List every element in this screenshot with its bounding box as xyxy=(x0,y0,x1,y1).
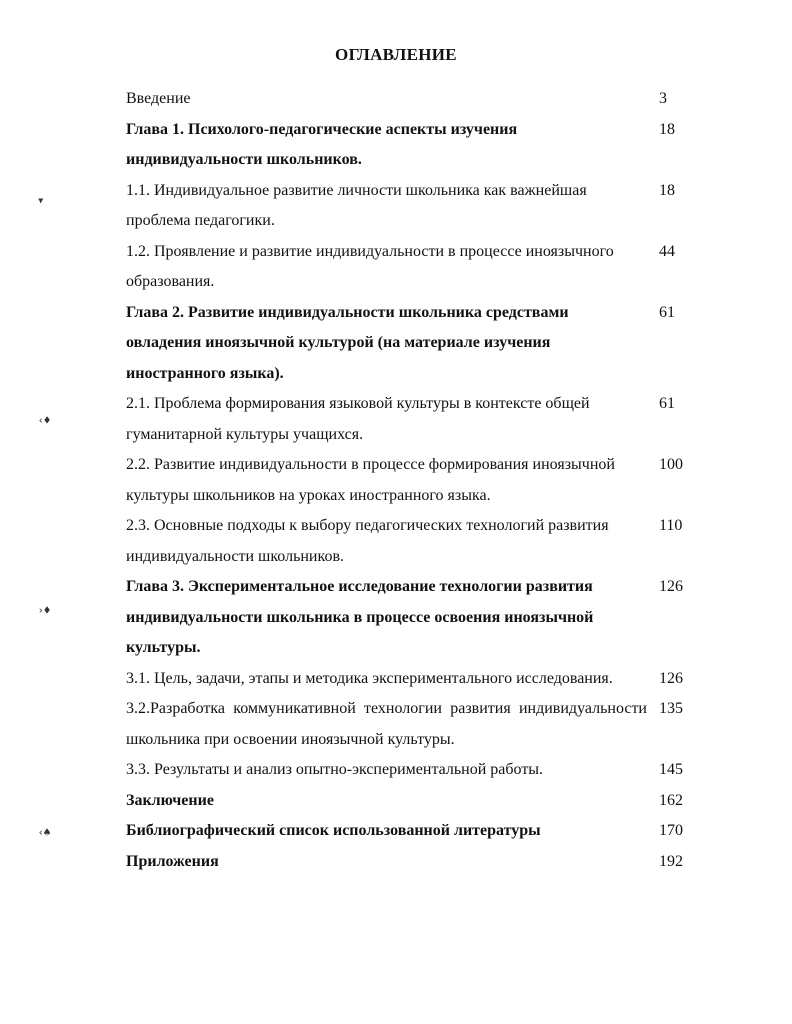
toc-entry-section-3-3 xyxy=(126,755,686,786)
toc-entry-page: 44 xyxy=(659,242,675,260)
scan-margin-mark: ‹♦ xyxy=(38,414,52,427)
toc-entry-text: 1.1. Индивидуальное развитие личности школьника как важнейшая проблема педагогики. xyxy=(126,181,587,229)
toc-entry-bibliography xyxy=(126,816,686,847)
toc-entry-text: Глава 3. Экспериментальное исследование технологии развития индивидуальности школьника в процессе освоения иноязычной культуры. xyxy=(126,578,594,656)
toc-entry-page: 18 xyxy=(659,120,675,138)
toc-entry-section-1-1 xyxy=(126,176,686,237)
toc-entry-appendices xyxy=(126,847,686,878)
toc-entry-section-2-3 xyxy=(126,511,686,572)
toc-entry-text: 2.2. Развитие индивидуальности в процессе формирования иноязычной культуры школьников на уроках иностранного языка. xyxy=(126,456,615,504)
toc-entry-chapter-3 xyxy=(126,572,686,664)
toc-entry-text: 3.1. Цель, задачи, этапы и методика экспериментального исследования. xyxy=(126,669,613,687)
toc-entry-page: 135 xyxy=(659,700,683,717)
toc-entry-page: 18 xyxy=(659,181,675,199)
toc-entry-conclusion xyxy=(126,786,686,817)
toc-entry-section-2-1 xyxy=(126,389,686,450)
toc-entry-text: 2.1. Проблема формирования языковой культуры в контексте общей гуманитарной культуры учащихся. xyxy=(126,395,590,443)
toc-entry-chapter-2 xyxy=(126,298,686,390)
scan-margin-mark: ›♦ xyxy=(38,604,52,617)
toc-entry-section-3-2 xyxy=(126,694,686,755)
toc-entry-text: 3.2.Разработка коммуникативной технологии развития индивидуальности школьника при освоении иноязычной культуры. xyxy=(126,700,647,748)
toc-entry-text: 1.2. Проявление и развитие индивидуальности в процессе иноязычного образования. xyxy=(126,242,614,290)
toc-entry-text: Введение xyxy=(126,90,191,107)
toc-entry-page: 145 xyxy=(659,761,683,778)
toc-entry-introduction xyxy=(126,84,686,115)
toc-entry-section-3-1 xyxy=(126,664,686,695)
toc-entry-section-1-2 xyxy=(126,237,686,298)
toc-entry-page: 126 xyxy=(659,578,683,595)
toc-entry-text: 2.3. Основные подходы к выбору педагогических технологий развития индивидуальности школьников. xyxy=(126,517,609,565)
toc-entry-page: 100 xyxy=(659,456,683,473)
toc-entry-text: Приложения xyxy=(126,852,219,870)
table-of-contents xyxy=(126,84,686,877)
toc-entry-text: Заключение xyxy=(126,791,214,809)
toc-entry-text: Глава 2. Развитие индивидуальности школьника средствами овладения иноязычной культурой (на материале изучения иностранного языка). xyxy=(126,303,569,382)
toc-entry-page: 61 xyxy=(659,395,675,412)
page-title: ОГЛАВЛЕНИЕ xyxy=(335,45,457,64)
toc-entry-page: 162 xyxy=(659,791,683,809)
toc-entry-page: 110 xyxy=(659,517,683,534)
toc-entry-page: 192 xyxy=(659,852,683,870)
scan-margin-mark: ‹♠ xyxy=(38,826,52,839)
toc-entry-page: 3 xyxy=(659,90,667,107)
toc-entry-text: 3.3. Результаты и анализ опытно-экспериментальной работы. xyxy=(126,761,544,778)
toc-entry-page: 170 xyxy=(659,822,683,839)
toc-entry-section-2-2 xyxy=(126,450,686,511)
toc-entry-text: Библиографический список использованной литературы xyxy=(126,822,541,839)
toc-entry-page: 126 xyxy=(659,669,683,687)
toc-entry-page: 61 xyxy=(659,303,675,321)
scan-margin-mark: ▾ xyxy=(38,194,44,207)
toc-entry-text: Глава 1. Психолого-педагогические аспекты изучения индивидуальности школьников. xyxy=(126,120,518,168)
toc-entry-chapter-1 xyxy=(126,115,686,176)
